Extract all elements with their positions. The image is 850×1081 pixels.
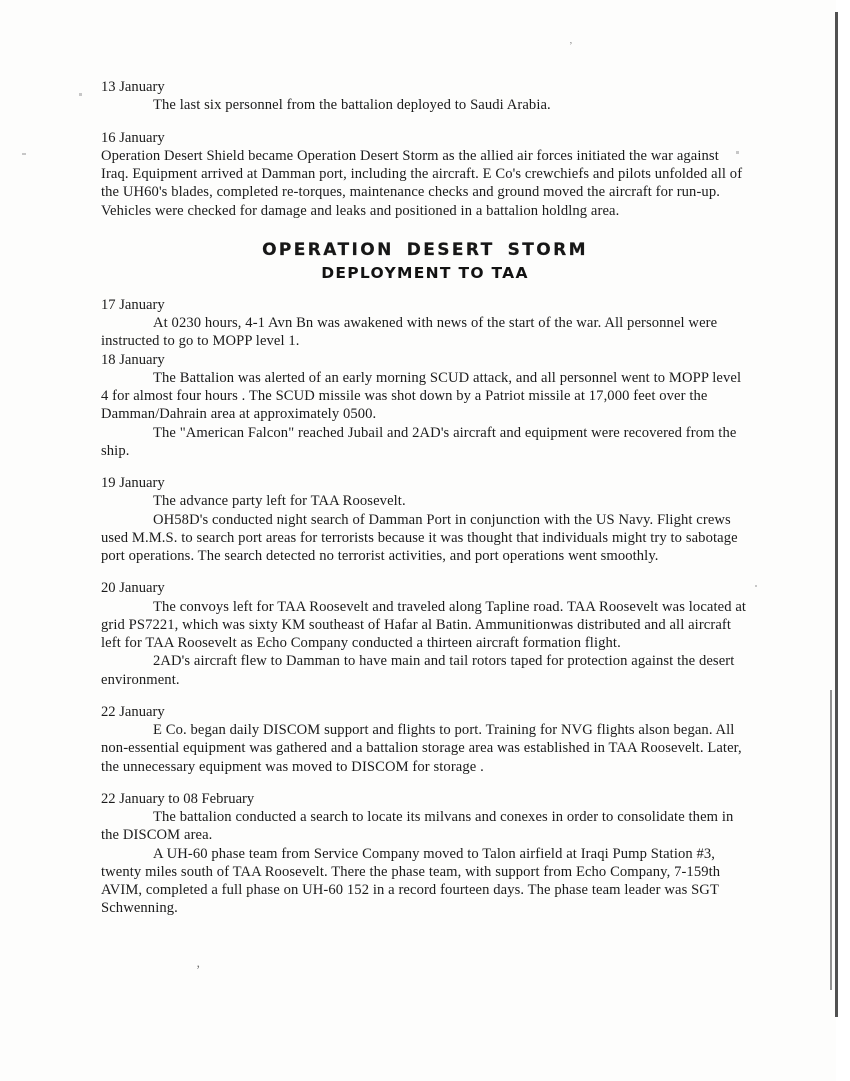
entry-paragraph: The convoys left for TAA Roosevelt and traveled along Tapline road. TAA Roosevelt was located at grid PS7221, which was sixty KM southeast of Hafar al Batin. Ammunitionwas distributed and all aircraft left for TAA Roosevelt as Echo Company conducted a thirteen aircraft formation flight. (101, 598, 747, 652)
deployment-subtitle: DEPLOYMENT TO TAA (321, 263, 529, 282)
stray-pen-mark-bottom: ’ (196, 962, 201, 977)
entry-date: 17 January (101, 296, 165, 313)
entry-date: 16 January (101, 129, 165, 146)
stray-pen-mark-top: ’ (569, 40, 573, 52)
entry-date: 19 January (101, 475, 165, 492)
entry-paragraph: 2AD's aircraft flew to Damman to have main and tail rotors taped for protection against the desert environment. (101, 653, 735, 688)
entry-paragraph: The battalion conducted a search to locate its milvans and conexes in order to consolidate them in the DISCOM area. (101, 809, 734, 844)
entry-date: 22 January (101, 703, 165, 720)
entry-paragraph: At 0230 hours, 4-1 Avn Bn was awakened with news of the start of the war. All personnel were instructed to go to MOPP level 1. (101, 315, 718, 350)
entry-paragraph: A UH-60 phase team from Service Company moved to Talon airfield at Iraqi Pump Station #3, twenty miles south of TAA Roosevelt. There the phase team, with support from Echo Company, 7-159th AVIM, completed a full phase on UH-60 152 in a record fourteen days. The phase team leader was SGT Schwenning. (101, 845, 721, 917)
entry-paragraph: E Co. began daily DISCOM support and flights to port. Training for NVG flights alson began. All non-essential equipment was gathered and a battalion storage area was established in TAA Roosevelt. Later, the unnecessary equipment was moved to DISCOM for storage . (101, 722, 742, 775)
entry-paragraph: The advance party left for TAA Roosevelt. (153, 493, 406, 510)
scan-speck (22, 153, 26, 155)
scan-edge-artifact (835, 12, 838, 1017)
section-heading (101, 240, 749, 282)
entry-paragraph: OH58D's conducted night search of Damman Port in conjunction with the US Navy. Flight crews used M.M.S. to search port areas for terrorists because it was thought that individuals might try to sabotage port operations. The search detected no terrorist activities, and port operations went smoothly. (101, 511, 738, 565)
scan-edge-artifact-secondary (830, 690, 832, 990)
scan-speck (755, 585, 757, 587)
entry-date: 13 January (101, 79, 165, 95)
document-body (101, 78, 749, 917)
entry-paragraph: The "American Falcon" reached Jubail and 2AD's aircraft and equipment were recovered from the ship. (101, 424, 737, 459)
operation-title: OPERATION DESERT STORM (262, 239, 588, 260)
entry-date: 20 January (101, 580, 165, 597)
entry-date: 22 January to 08 February (101, 790, 255, 807)
scan-speck (79, 93, 82, 96)
entry-paragraph: The Battalion was alerted of an early morning SCUD attack, and all personnel went to MOPP level 4 for almost four hours . The SCUD missile was shot down by a Patriot missile at 17,000 feet over the Damman/Dahrain area at approximately 0500. (101, 370, 742, 423)
entry-date: 18 January (101, 351, 165, 368)
page-right-margin (836, 0, 850, 1081)
entry-paragraph: Operation Desert Shield became Operation Desert Storm as the allied air forces initiated the war against Iraq. Equipment arrived at Damman port, including the aircraft. E Co's crewchiefs and pilots unfolded all of the UH60's blades, completed re-torques, maintenance checks and ground moved the aircraft for run-up. Vehicles were checked for damage and leaks and positioned in a battalion holdlng area. (101, 148, 743, 219)
entry-paragraph: The last six personnel from the battalion deployed to Saudi Arabia. (153, 97, 551, 114)
